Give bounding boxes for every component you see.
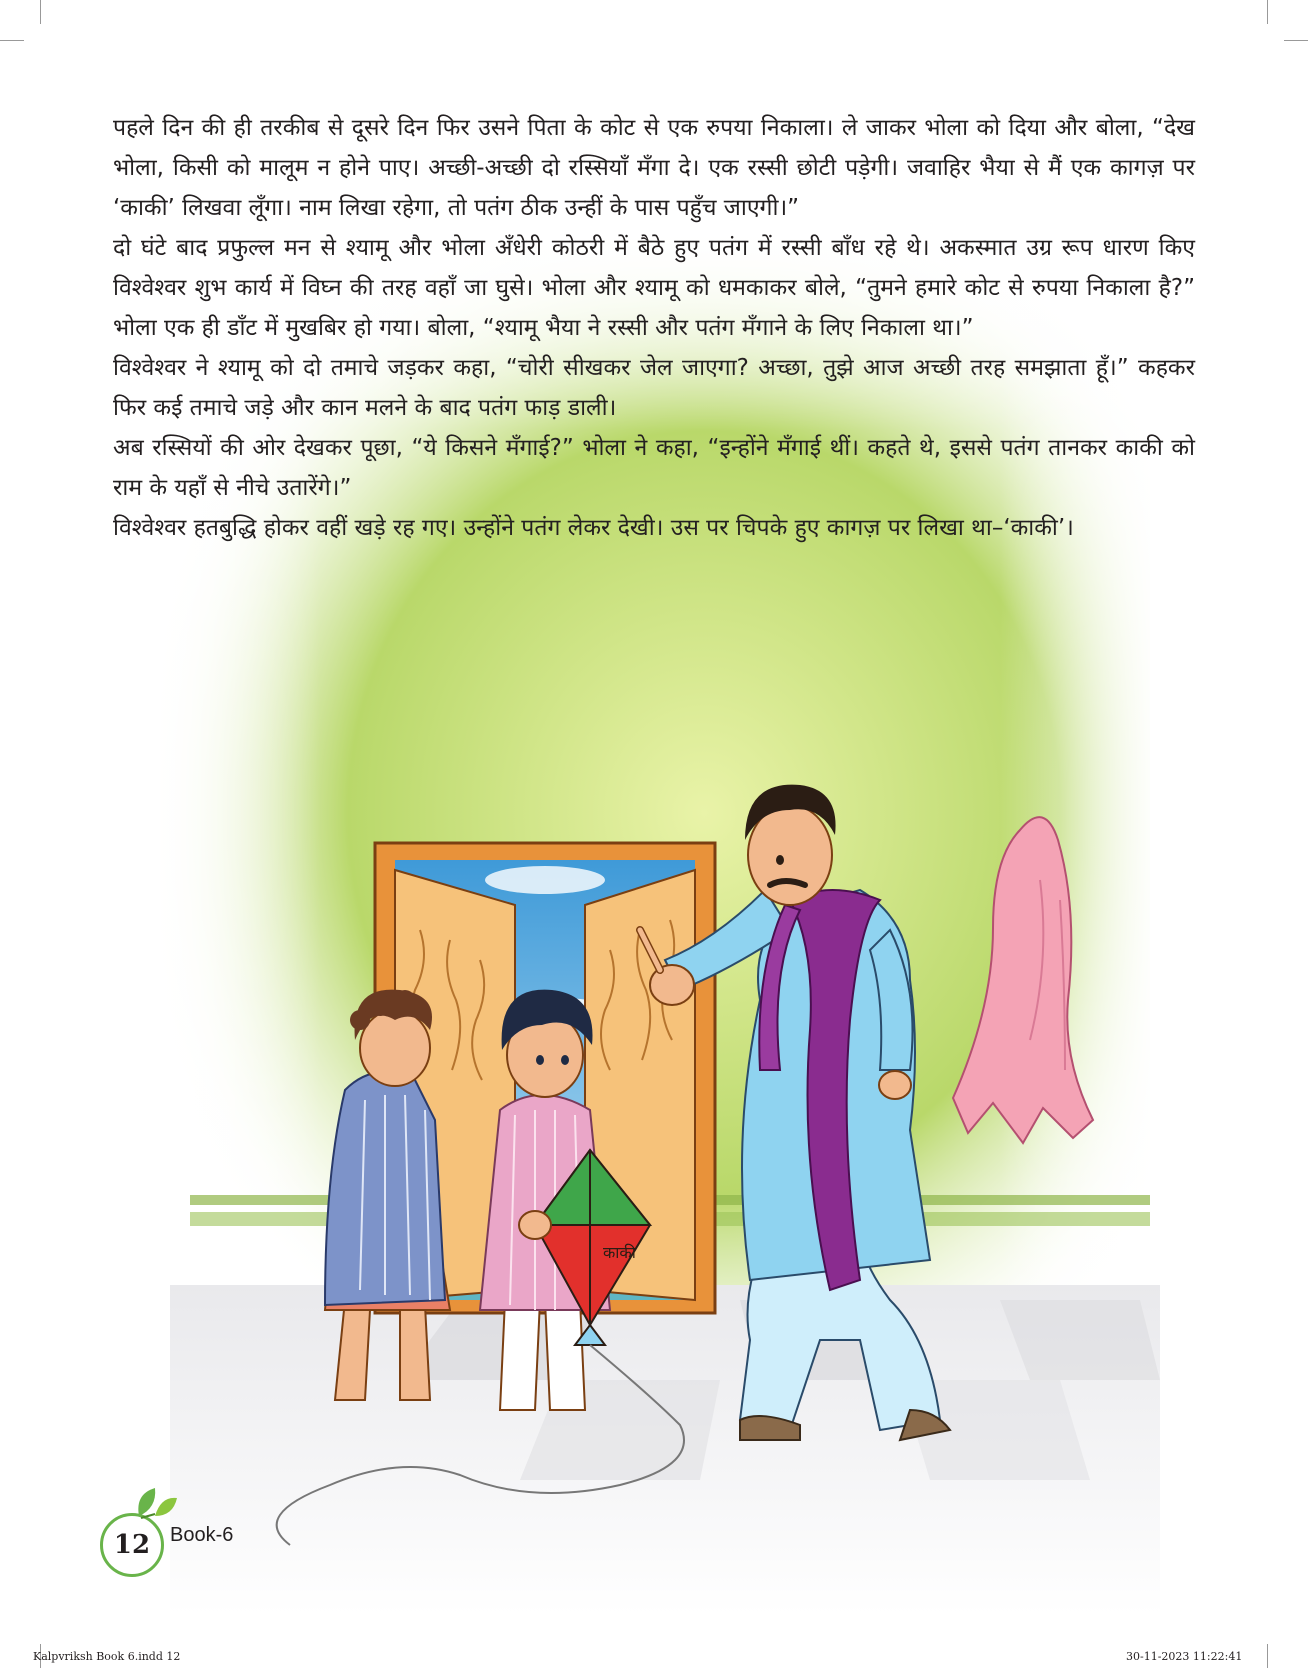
- paragraph-3: विश्वेश्वर ने श्यामू को दो तमाचे जड़कर कहा, “चोरी सीखकर जेल जाएगा? अच्छा, तुझे आज अच्छी तरह समझाता हूँ।” कहकर फिर कई तमाचे जड़े और कान मलने के बाद पतंग फाड़ डाली।: [113, 355, 1195, 421]
- paragraph-2: दो घंटे बाद प्रफुल्ल मन से श्यामू और भोला अँधेरी कोठरी में बैठे हुए पतंग में रस्सी बाँध रहे थे। अकस्मात उग्र रूप धारण किए विश्वेश्वर शुभ कार्य में विघ्न की तरह वहाँ जा घुसे। भोला और श्यामू को धमकाकर बोले, “तुमने हमारे कोट से रुपया निकाला है?” भोला एक ही डाँट में मुखबिर हो गया। बोला, “श्यामू भैया ने रस्सी और पतंग मँगाने के लिए निकाला था।”: [113, 235, 1195, 341]
- page-number-badge: [100, 1513, 164, 1577]
- leaf-icon: [133, 1486, 177, 1520]
- slug-timestamp: 30-11-2023 11:22:41: [1126, 1650, 1243, 1663]
- page-number: 12: [113, 1530, 151, 1560]
- paragraph-1: पहले दिन की ही तरकीब से दूसरे दिन फिर उसने पिता के कोट से एक रुपया निकाला। ले जाकर भोला को दिया और बोला, “देख भोला, किसी को मालूम न होने पाए। अच्छी-अच्छी दो रस्सियाँ मँगा दे। एक रस्सी छोटी पड़ेगी। जवाहिर भैया से मैं एक कागज़ पर ‘काकी’ लिखवा लूँगा। नाम लिखा रहेगा, तो पतंग ठीक उन्हीं के पास पहुँच जाएगी।”: [113, 115, 1195, 221]
- paragraph-4: अब रस्सियों की ओर देखकर पूछा, “ये किसने मँगाई?” भोला ने कहा, “इन्होंने मँगाई थीं। कहते थे, इससे पतंग तानकर काकी को राम के यहाँ से नीचे उतारेंगे।”: [113, 435, 1195, 501]
- paragraph-5: विश्वेश्वर हतबुद्धि होकर वहीं खड़े रह गए। उन्होंने पतंग लेकर देखी। उस पर चिपके हुए कागज़ पर लिखा था–‘काकी’।: [113, 515, 1074, 541]
- story-text: [113, 108, 1195, 548]
- book-label: Book-6: [170, 1524, 234, 1546]
- slug-filename: Kalpvriksh Book 6.indd 12: [33, 1650, 181, 1663]
- kite-label: काकी: [603, 1243, 636, 1262]
